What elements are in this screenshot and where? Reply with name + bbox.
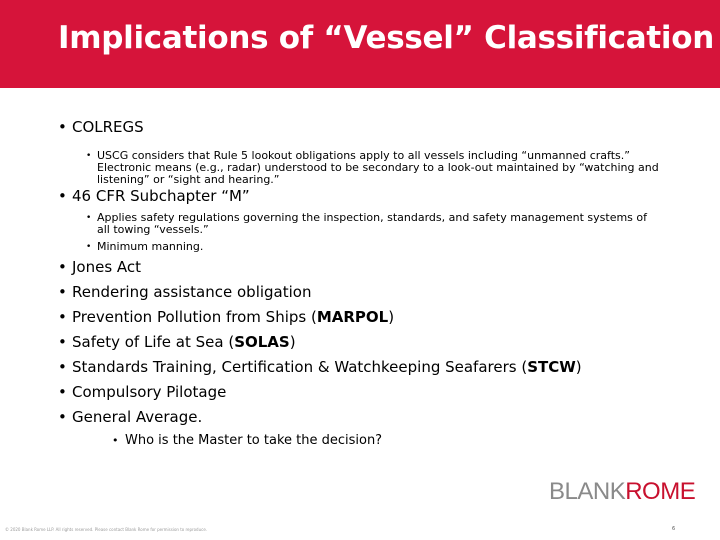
bullet-dot: • [86,213,92,223]
bullet-dot: • [58,187,67,205]
logo-rome: ROME [625,478,696,505]
solas-suffix: ) [289,333,296,351]
solas-acronym: SOLAS [234,333,290,351]
bullet-dot: • [86,242,92,252]
bullet-dot: • [58,333,67,351]
bullet-text: Jones Act [72,258,142,276]
bullet-dot: • [86,151,92,161]
bullet-text [72,333,296,351]
stcw-suffix: ) [575,358,582,376]
marpol-prefix: Prevention Pollution from Ships ( [72,308,317,326]
solas-prefix: Safety of Life at Sea ( [72,333,235,351]
bullet-text: Minimum manning. [97,240,204,253]
bullet-text: Compulsory Pilotage [72,383,227,401]
bullet-dot: • [58,308,67,326]
bullet-text: 46 CFR Subchapter “M” [72,187,250,205]
bullet-text [72,358,582,376]
bullet-dot: • [58,383,67,401]
bullet-dot: • [58,118,67,136]
bullet-text: USCG considers that Rule 5 lookout obligations apply to all vessels including “unmanned crafts.” Electronic means (e.g., radar) understood to be secondary to a look-out maintained by “watching and listening” or “sight and hearing.” [97,149,659,186]
bullet-dot: • [58,408,67,426]
bullet-text [72,308,394,326]
bullet-text: Rendering assistance obligation [72,283,312,301]
stcw-acronym: STCW [527,358,576,376]
blankrome-logo [549,478,695,506]
bullet-dot: • [58,258,67,276]
bullet-dot: • [58,358,67,376]
slide-title: Implications of “Vessel” Classification [58,20,714,56]
bullet-text: COLREGS [72,118,144,136]
bullet-text: General Average. [72,408,203,426]
page-number: 6 [672,526,676,532]
footer-copyright: © 2020 Blank Rome LLP. All rights reserved. Please contact Blank Rome for permission to reproduce. [5,527,208,532]
marpol-acronym: MARPOL [316,308,389,326]
bullet-dot: • [112,434,119,447]
bullet-text: Applies safety regulations governing the inspection, standards, and safety management systems of all towing “vessels.” [97,211,648,236]
stcw-prefix: Standards Training, Certification & Watchkeeping Seafarers ( [72,358,528,376]
bullet-text: Who is the Master to take the decision? [125,433,383,448]
marpol-suffix: ) [388,308,395,326]
logo-blank: BLANK [549,478,626,505]
title-bar [0,0,720,88]
bullet-dot: • [58,283,67,301]
